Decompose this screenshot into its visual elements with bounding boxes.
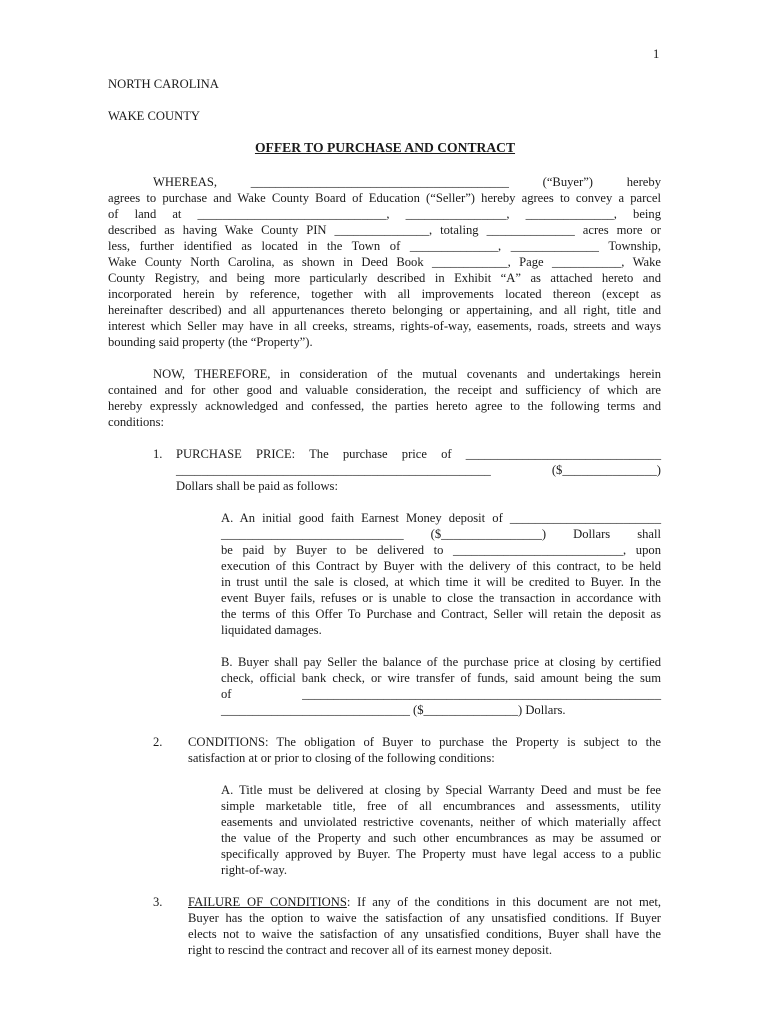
section-2a-line: simple marketable title, free of all encumbrances and assessments, utility <box>221 799 661 813</box>
whereas-line: agrees to purchase and Wake County Board of Education (“Seller”) hereby agrees to convey a parcel <box>108 191 661 205</box>
section-2a-line: specifically approved by Buyer. The Property must have legal access to a public <box>221 847 661 861</box>
section-2a-line: easements and unviolated restrictive covenants, neither of which materially affect <box>221 815 661 829</box>
section-3-line: right to rescind the contract and recover all of its earnest money deposit. <box>188 943 553 957</box>
county-heading: WAKE COUNTY <box>108 109 200 123</box>
whereas-line: County Registry, and being more particularly described in Exhibit “A” as attached hereto and <box>108 271 661 285</box>
section-2a-line: A. Title must be delivered at closing by Special Warranty Deed and must be fee <box>221 783 661 797</box>
section-1a-line: execution of this Contract by Buyer with the delivery of this contract, to be held <box>221 559 661 573</box>
section-3-line: : If any of the conditions in this document are not met, <box>346 895 662 909</box>
section-1-number: 1. <box>153 447 163 461</box>
section-1a-line: _____________________________ ($________________) Dollars shall <box>221 527 661 541</box>
section-3-first-line <box>188 894 661 910</box>
section-1a-line: event Buyer fails, refuses or is unable to close the transaction in accordance with <box>221 591 661 605</box>
whereas-line: interest which Seller may have in all creeks, streams, rights-of-way, easements, roads, streets and ways <box>108 319 661 333</box>
whereas-line: Wake County North Carolina, as shown in Deed Book ____________, Page ___________, Wake <box>108 255 661 269</box>
page-number: 1 <box>653 47 660 61</box>
section-2-line: CONDITIONS: The obligation of Buyer to purchase the Property is subject to the <box>188 735 661 749</box>
section-1-line: Dollars shall be paid as follows: <box>176 479 338 493</box>
whereas-line: described as having Wake County PIN _______________, totaling ______________ acres more or <box>108 223 661 237</box>
section-1b-line: check, official bank check, or wire transfer of funds, said amount being the sum <box>221 671 661 685</box>
document-title: OFFER TO PURCHASE AND CONTRACT <box>254 140 516 155</box>
now-therefore-line: hereby expressly acknowledged and confessed, the parties hereto agree to the following terms and <box>108 399 661 413</box>
section-3-heading: FAILURE OF CONDITIONS <box>188 895 347 909</box>
section-1a-line: the terms of this Offer To Purchase and Contract, Seller will retain the deposit as <box>221 607 661 621</box>
section-1-line: __________________________________________________ ($_______________) <box>176 463 661 477</box>
section-1b-line: of _________________________________________________________ <box>221 687 661 701</box>
section-1a-line: in trust until the sale is closed, at which time it will be credited to Buyer. In the <box>221 575 661 589</box>
section-3-line: elects not to waive the satisfaction of any unsatisfied conditions, Buyer shall have the <box>188 927 661 941</box>
whereas-line: of land at ______________________________, ________________, ______________, being <box>108 207 661 221</box>
now-therefore-line: conditions: <box>108 415 164 429</box>
section-1a-line: be paid by Buyer to be delivered to ___________________________, upon <box>221 543 661 557</box>
now-therefore-line: contained and for other good and valuable consideration, the receipt and sufficiency of which are <box>108 383 661 397</box>
section-2-line: satisfaction at or prior to closing of the following conditions: <box>188 751 495 765</box>
whereas-line: WHEREAS, _________________________________________ (“Buyer”) hereby <box>153 175 661 189</box>
whereas-line: incorporated herein by reference, together with all improvements located thereon (except as <box>108 287 661 301</box>
section-1a-line: A. An initial good faith Earnest Money deposit of ________________________ <box>221 511 661 525</box>
now-therefore-line: NOW, THEREFORE, in consideration of the mutual covenants and undertakings herein <box>153 367 661 381</box>
whereas-line: less, further identified as located in the Town of ______________, ______________ Township, <box>108 239 661 253</box>
section-1b-line: B. Buyer shall pay Seller the balance of the purchase price at closing by certified <box>221 655 661 669</box>
whereas-line: hereinafter described) and all appurtenances thereto belonging or appertaining, and all right, title and <box>108 303 661 317</box>
section-1a-line: liquidated damages. <box>221 623 322 637</box>
whereas-line: bounding said property (the “Property”). <box>108 335 313 349</box>
section-2a-line: right-of-way. <box>221 863 287 877</box>
section-3-number: 3. <box>153 895 163 909</box>
section-2-number: 2. <box>153 735 163 749</box>
section-3-line: Buyer has the option to waive the satisfaction of any unsatisfied conditions. If Buyer <box>188 911 661 925</box>
section-1b-line: ______________________________ ($_______________) Dollars. <box>221 703 566 717</box>
section-2a-line: the value of the Property and such other encumbrances as may be assumed or <box>221 831 661 845</box>
state-heading: NORTH CAROLINA <box>108 77 219 91</box>
section-1-line: PURCHASE PRICE: The purchase price of _______________________________ <box>176 447 661 461</box>
